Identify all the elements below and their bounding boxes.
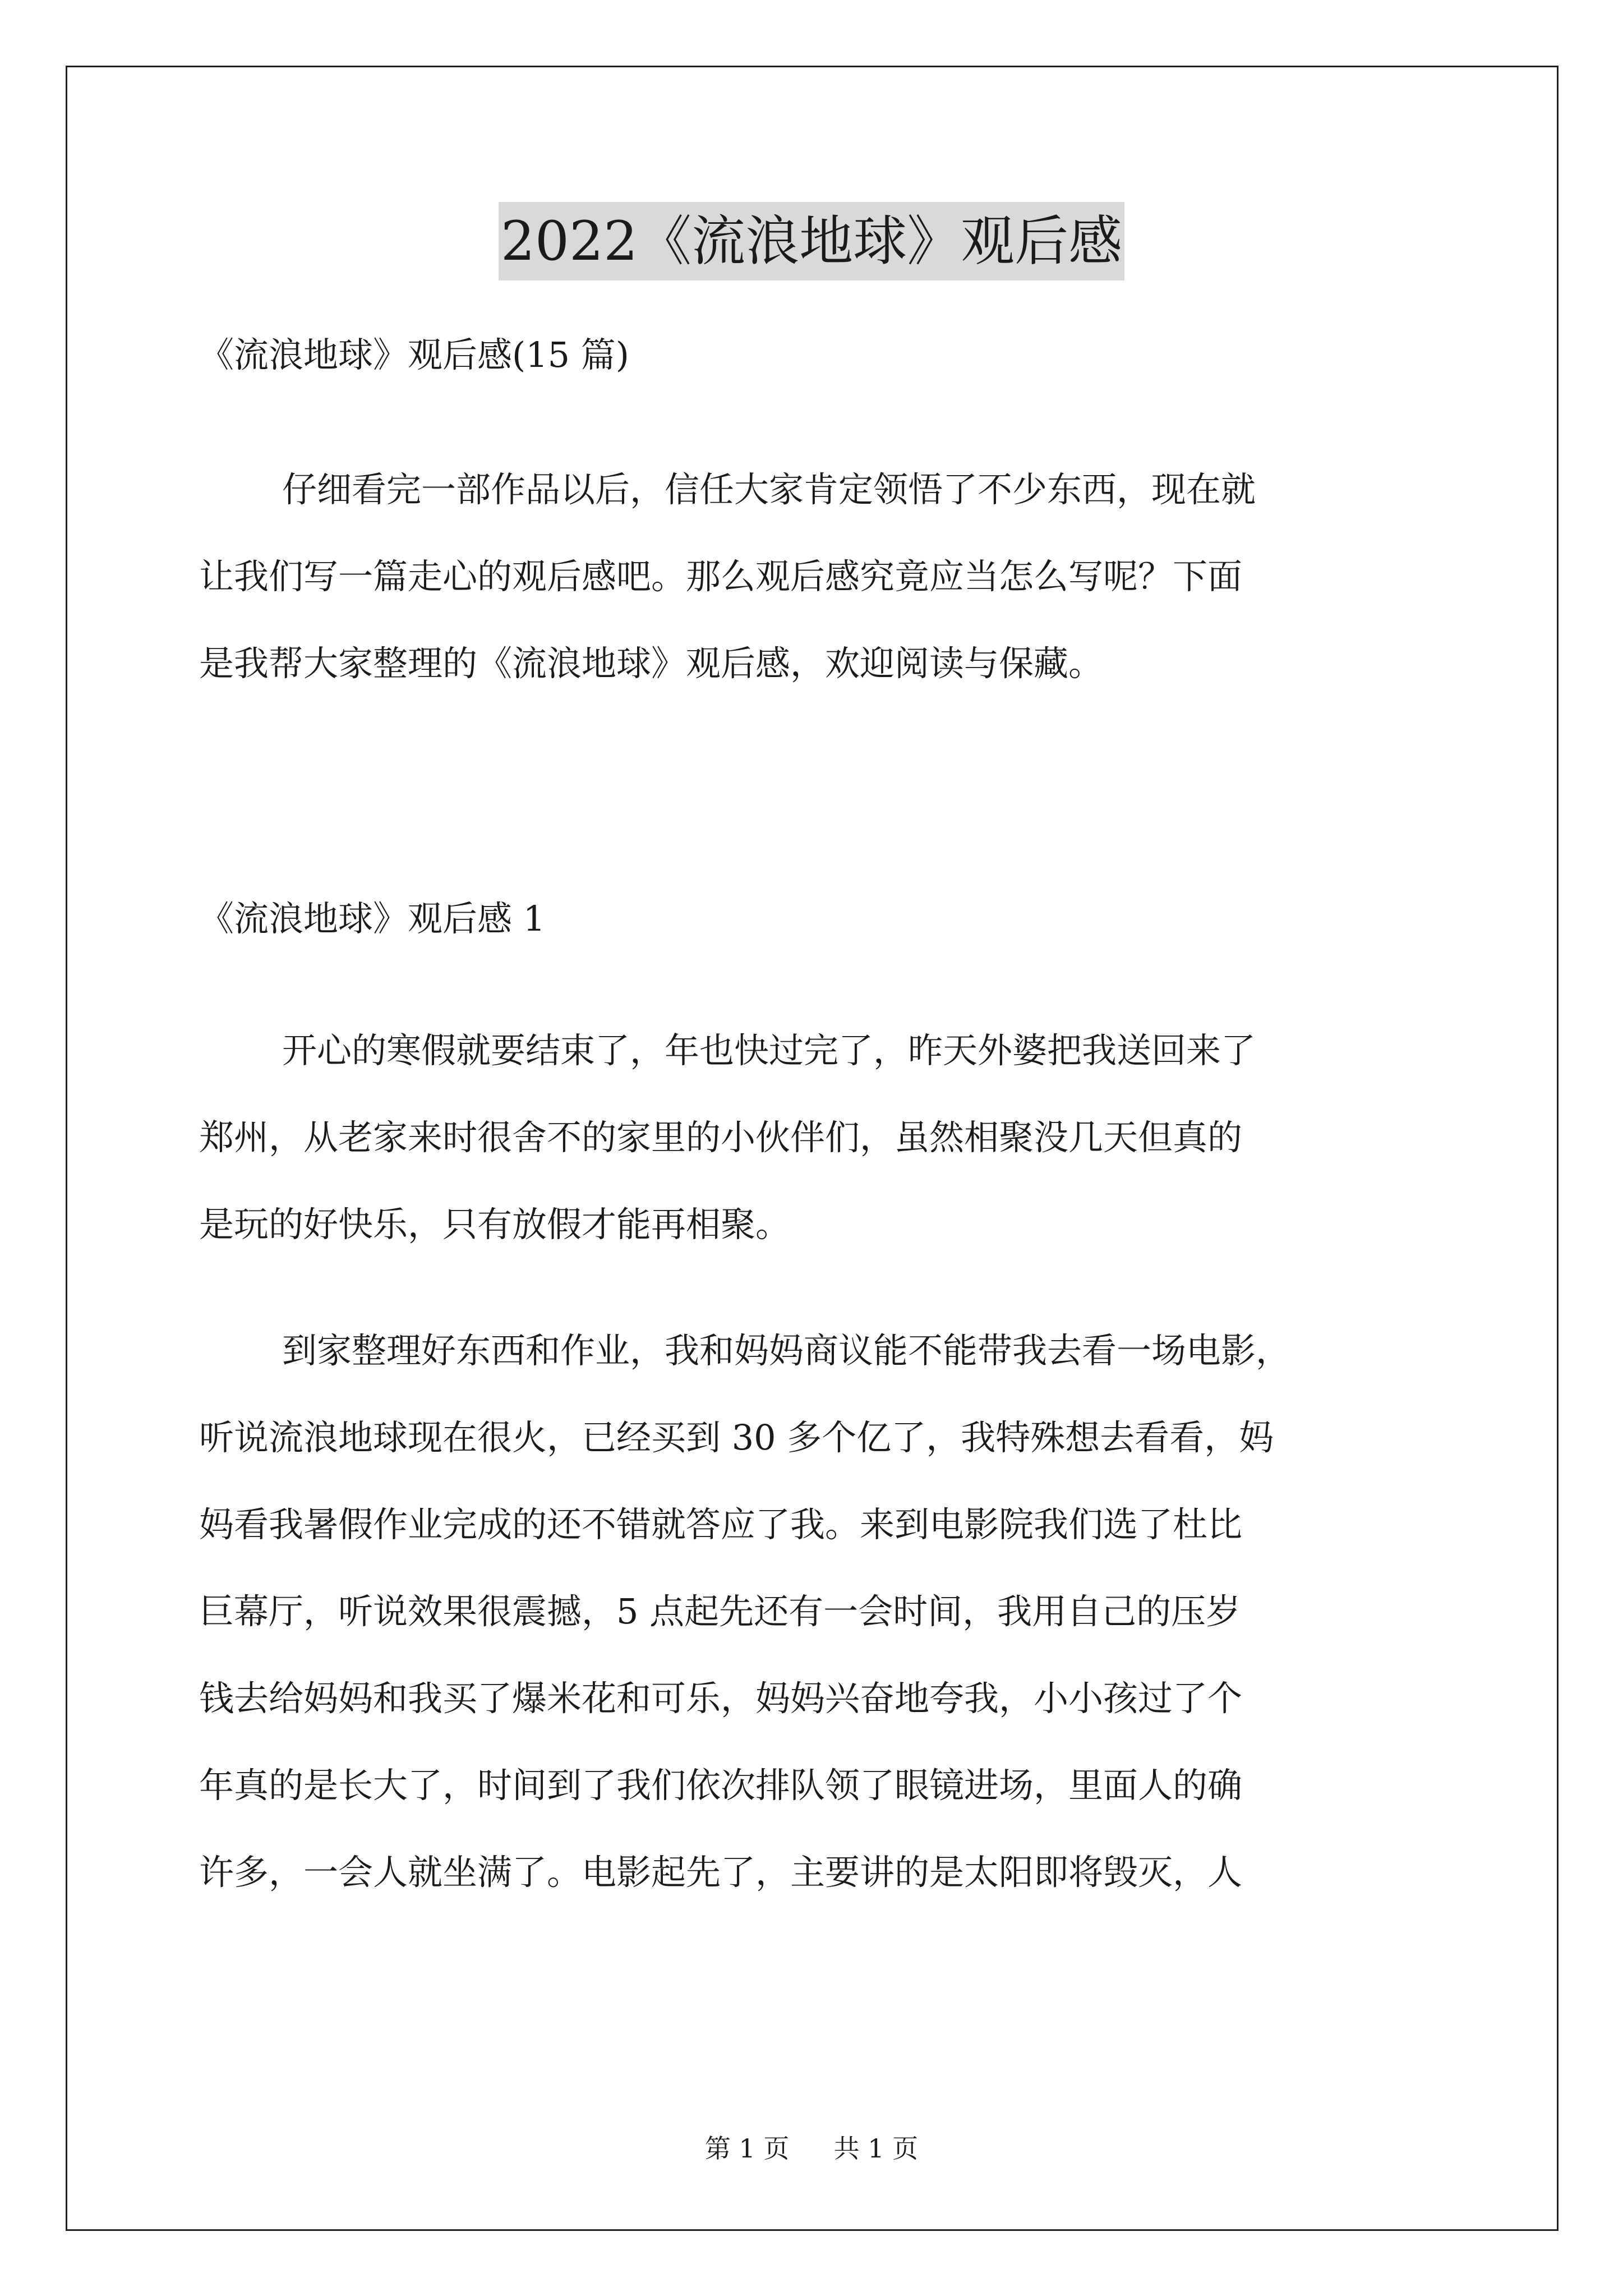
paragraph-line: 年真的是长大了，时间到了我们依次排队领了眼镜进场，里面人的确 <box>199 1765 1243 1806</box>
paragraph-line: 是玩的好快乐，只有放假才能再相聚。 <box>199 1204 791 1245</box>
paragraph-line: 开心的寒假就要结束了，年也快过完了，昨天外婆把我送回来了 <box>282 1030 1256 1071</box>
paragraph-line: 郑州，从老家来时很舍不的家里的小伙伴们，虽然相聚没几天但真的 <box>199 1117 1243 1158</box>
subtitle-block <box>199 311 1433 398</box>
paragraph-line: 许多，一会人就坐满了。电影起先了，主要讲的是太阳即将毁灭，人 <box>199 1852 1243 1893</box>
paragraph-line: 听说流浪地球现在很火，已经买到 30 多个亿了，我特殊想去看看，妈 <box>199 1417 1274 1458</box>
paragraph-line: 巨幕厅，听说效果很震撼，5 点起先还有一会时间，我用自己的压岁 <box>199 1591 1241 1632</box>
intro-line: 是我帮大家整理的《流浪地球》观后感，欢迎阅读与保藏。 <box>199 643 1104 684</box>
paragraph-line: 钱去给妈妈和我买了爆米花和可乐，妈妈兴奋地夸我，小小孩过了个 <box>199 1678 1243 1719</box>
document-subtitle: 《流浪地球》观后感(15 篇) <box>199 334 629 375</box>
section-heading: 《流浪地球》观后感 1 <box>199 898 546 939</box>
page-total: 共 1 页 <box>833 2133 919 2164</box>
intro-line: 仔细看完一部作品以后，信任大家肯定领悟了不少东西，现在就 <box>282 469 1256 510</box>
title-container <box>0 202 1623 280</box>
paragraph-line: 妈看我暑假作业完成的还不错就答应了我。来到电影院我们选了杜比 <box>199 1504 1243 1545</box>
paragraph-line: 到家整理好东西和作业，我和妈妈商议能不能带我去看一场电影， <box>282 1330 1291 1371</box>
paragraph-1 <box>199 1007 1433 1268</box>
document-title: 2022《流浪地球》观后感 <box>499 202 1124 280</box>
section-heading-block <box>199 875 1433 962</box>
paragraph-2 <box>199 1307 1433 1916</box>
page-footer <box>0 2132 1623 2165</box>
intro-paragraph <box>199 446 1433 707</box>
intro-line: 让我们写一篇走心的观后感吧。那么观后感究竟应当怎么写呢？下面 <box>199 556 1243 597</box>
page-number: 第 1 页 <box>704 2133 790 2164</box>
